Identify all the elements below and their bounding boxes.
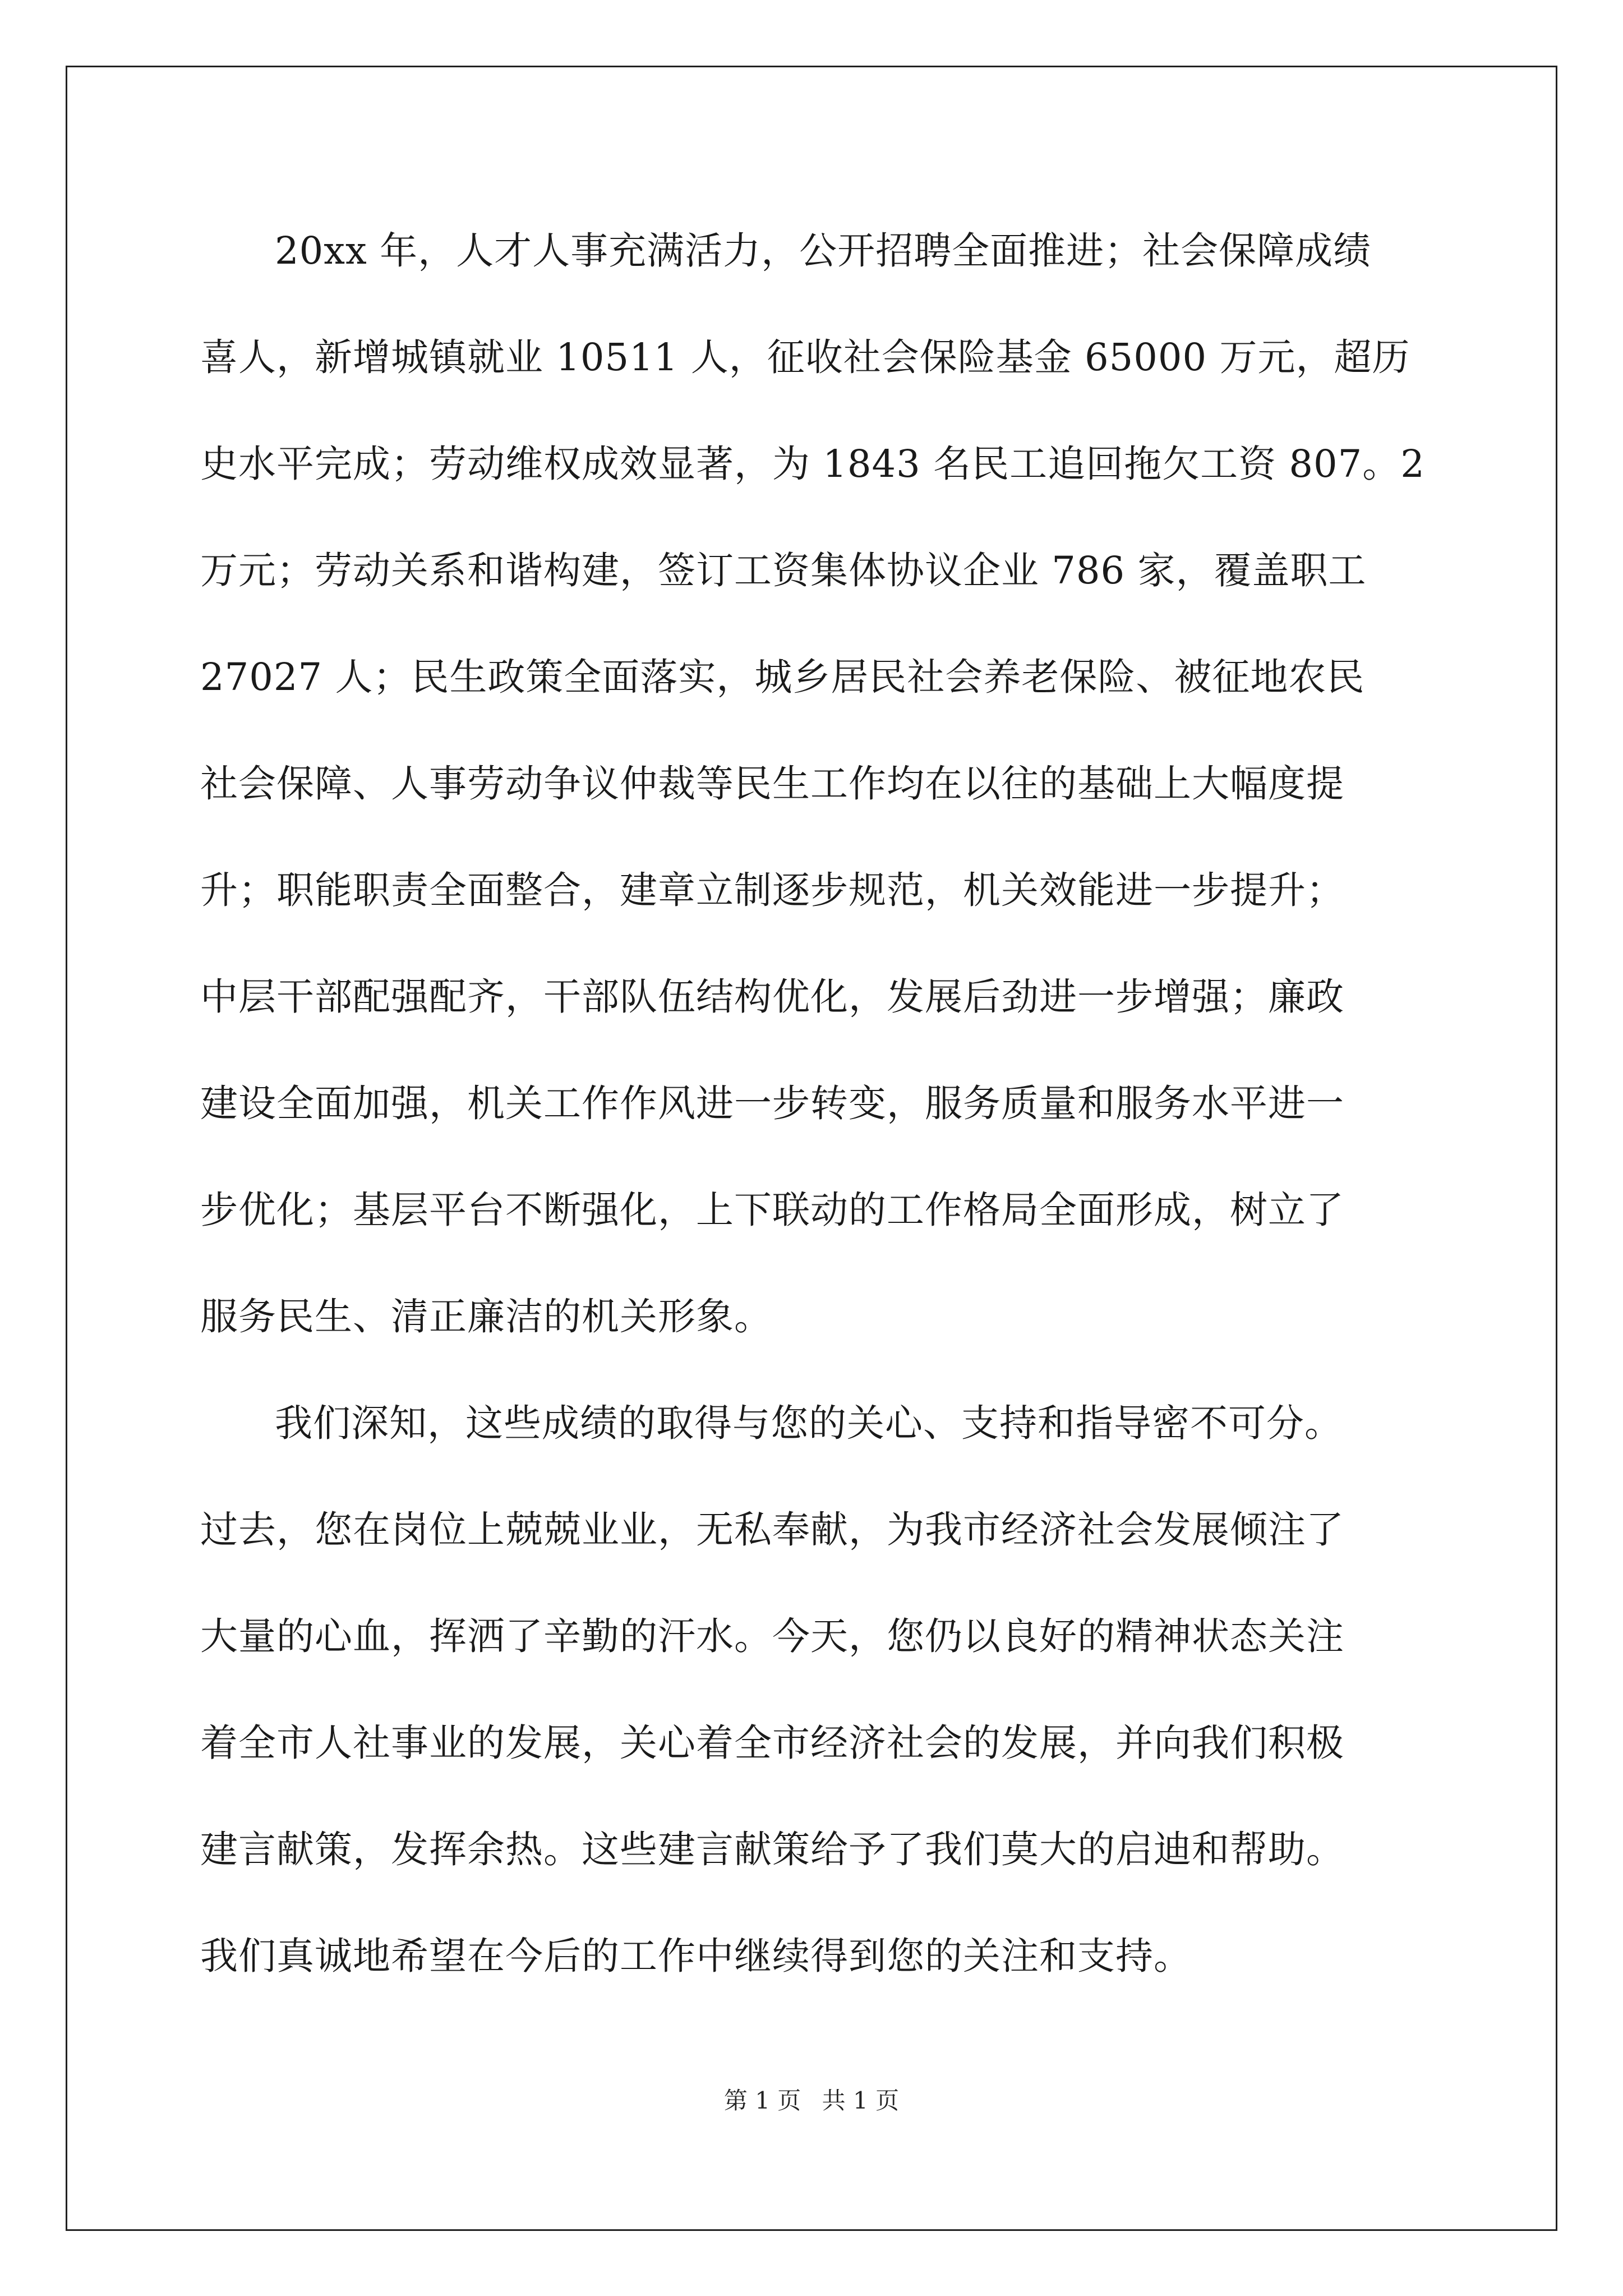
paragraph-2-line-3: 大量的心血，挥洒了辛勤的汗水。今天，您仍以良好的精神状态关注 [200, 1614, 1344, 1658]
paragraph-1-line-8: 中层干部配强配齐，干部队伍结构优化，发展后劲进一步增强；廉政 [200, 975, 1344, 1019]
paragraph-1-line-5: 27027 人；民生政策全面落实，城乡居民社会养老保险、被征地农民 [200, 655, 1365, 699]
paragraph-2-line-5: 建言献策，发挥余热。这些建言献策给予了我们莫大的启迪和帮助。 [200, 1828, 1344, 1871]
paragraph-2-line-2: 过去，您在岗位上兢兢业业，无私奉献，为我市经济社会发展倾注了 [200, 1508, 1344, 1552]
paragraph-2-line-4: 着全市人社事业的发展，关心着全市经济社会的发展，并向我们积极 [200, 1721, 1344, 1765]
paragraph-1-line-1: 20xx 年，人才人事充满活力，公开招聘全面推进；社会保障成绩 [275, 229, 1372, 273]
paragraph-1-line-3: 史水平完成；劳动维权成效显著，为 1843 名民工追回拖欠工资 807。2 [200, 442, 1425, 486]
paragraph-2-line-6: 我们真诚地希望在今后的工作中继续得到您的关注和支持。 [200, 1934, 1192, 1978]
paragraph-1-line-11: 服务民生、清正廉洁的机关形象。 [200, 1295, 772, 1338]
paragraph-1-line-4: 万元；劳动关系和谐构建，签订工资集体协议企业 786 家，覆盖职工 [200, 549, 1367, 592]
paragraph-1-line-10: 步优化；基层平台不断强化，上下联动的工作格局全面形成，树立了 [200, 1188, 1344, 1232]
paragraph-1-line-9: 建设全面加强，机关工作作风进一步转变，服务质量和服务水平进一 [200, 1082, 1344, 1125]
paragraph-1-line-7: 升；职能职责全面整合，建章立制逐步规范，机关效能进一步提升； [200, 868, 1344, 912]
page-total: 共 1 页 [822, 2087, 900, 2114]
paragraph-2-line-1: 我们深知，这些成绩的取得与您的关心、支持和指导密不可分。 [275, 1401, 1343, 1445]
page-footer [0, 2087, 1623, 2115]
page-border [66, 66, 1557, 2231]
paragraph-1-line-2: 喜人，新增城镇就业 10511 人，征收社会保险基金 65000 万元，超历 [200, 335, 1410, 379]
paragraph-1-line-6: 社会保障、人事劳动争议仲裁等民生工作均在以往的基础上大幅度提 [200, 762, 1344, 806]
page-number: 第 1 页 [723, 2087, 801, 2114]
